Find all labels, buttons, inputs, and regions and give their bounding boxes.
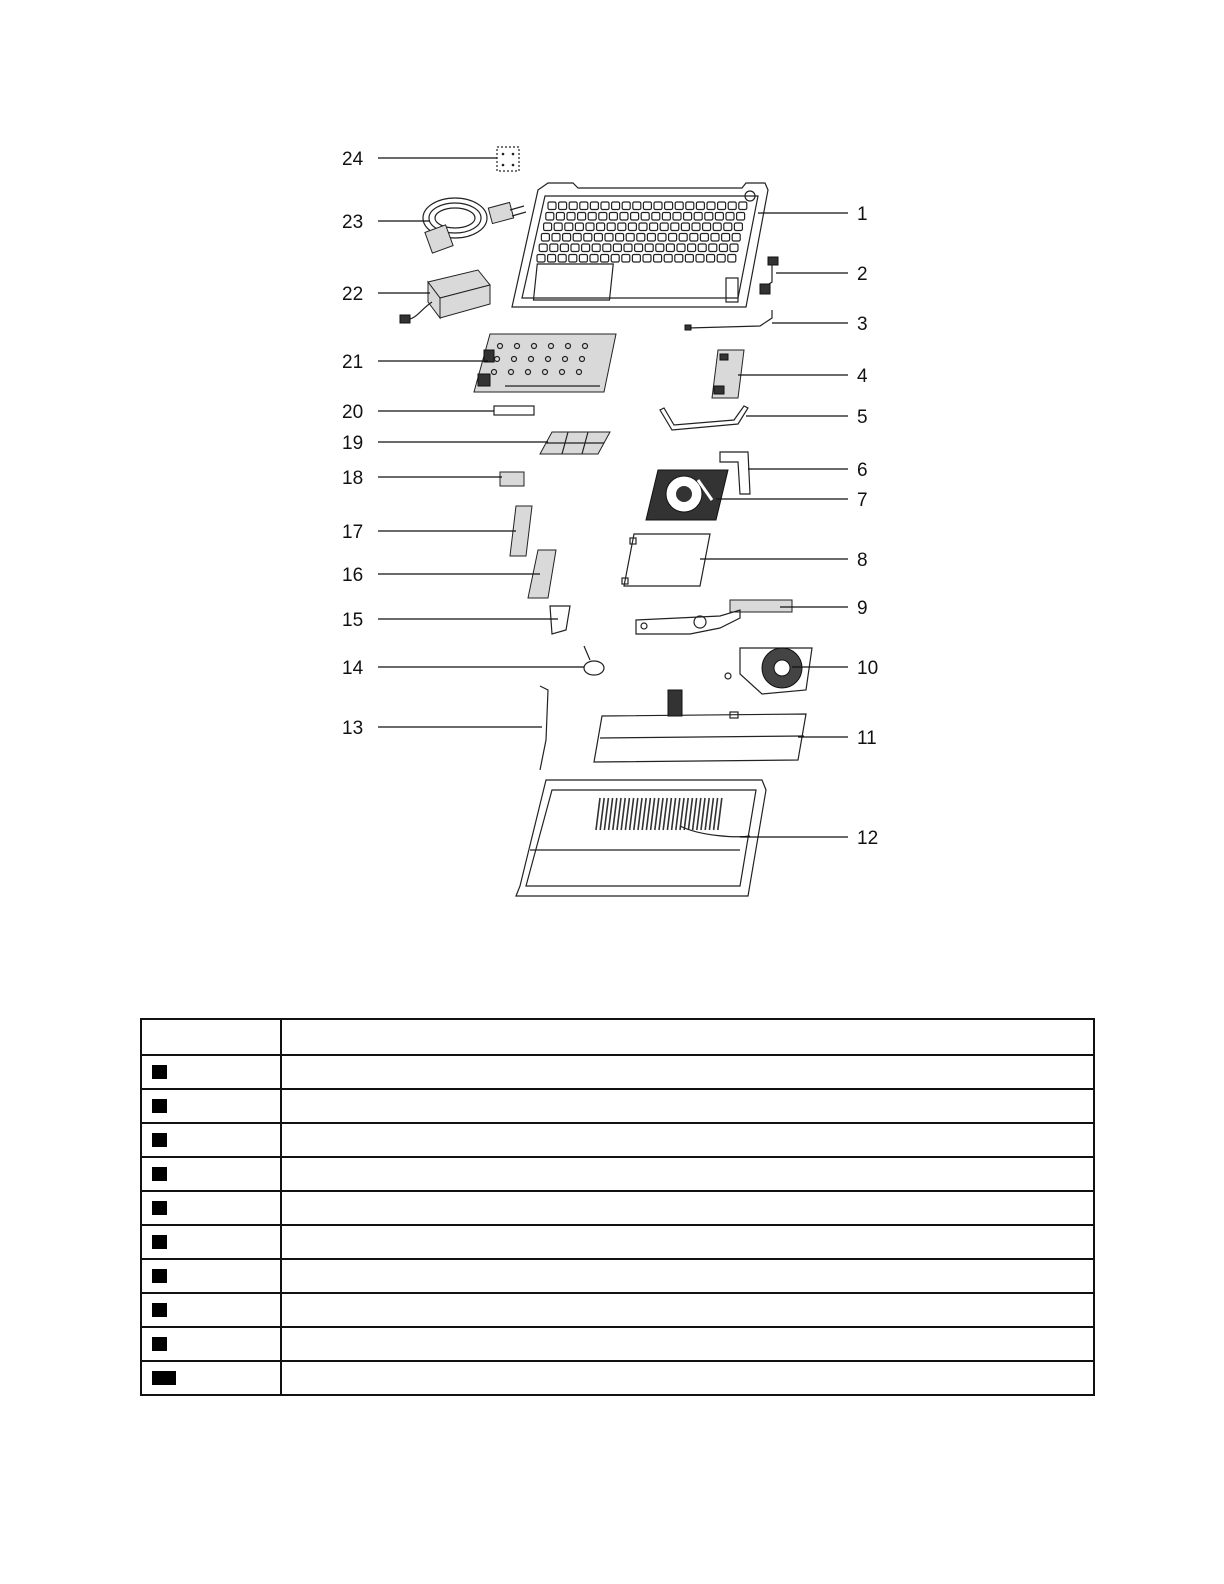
part-coin-battery	[584, 646, 604, 675]
table-cell-description	[281, 1157, 1094, 1191]
table-cell-description	[281, 1191, 1094, 1225]
part-power-button-board	[760, 257, 778, 294]
vent-slot	[617, 798, 621, 830]
callout-label-10: 10	[857, 658, 879, 679]
table-row	[141, 1123, 1094, 1157]
keycap	[724, 223, 732, 231]
keycap	[711, 234, 719, 242]
table-cell-item	[141, 1055, 281, 1089]
callout-label-8: 8	[857, 550, 868, 571]
part-upper-case-keyboard	[512, 183, 768, 307]
keycap	[647, 234, 655, 242]
part-hdd-bracket	[622, 534, 710, 586]
callout-label-11: 11	[857, 728, 877, 749]
callout-label-9: 9	[857, 598, 868, 619]
keycap	[537, 255, 545, 263]
keycap	[541, 234, 549, 242]
vent-slot	[684, 798, 688, 830]
keycap	[698, 244, 706, 252]
keycap	[717, 255, 725, 263]
keycap	[569, 202, 577, 210]
keycap	[696, 202, 704, 210]
callout-label-17: 17	[342, 522, 364, 543]
keycap	[579, 255, 587, 263]
vent-slot	[718, 798, 722, 830]
keycap	[599, 213, 607, 221]
keycap	[567, 213, 575, 221]
table-row	[141, 1225, 1094, 1259]
table-row	[141, 1327, 1094, 1361]
vent-slot	[705, 798, 709, 830]
keycap	[719, 244, 727, 252]
vent-slot	[659, 798, 663, 830]
keycap	[588, 213, 596, 221]
keycap	[686, 202, 694, 210]
table-cell-description	[281, 1259, 1094, 1293]
part-screws	[497, 147, 519, 171]
keycap	[618, 223, 626, 231]
keycap	[732, 234, 740, 242]
keycap	[673, 213, 681, 221]
table-cell-description	[281, 1123, 1094, 1157]
keycap	[626, 234, 634, 242]
keycap	[611, 255, 619, 263]
keycap	[594, 234, 602, 242]
vent-slot	[693, 798, 697, 830]
vent-slot	[709, 798, 713, 830]
callout-label-3: 3	[857, 314, 868, 335]
keycap	[645, 244, 653, 252]
callout-label-2: 2	[857, 264, 868, 285]
keycap	[559, 202, 567, 210]
table-cell-description	[281, 1225, 1094, 1259]
vent-slot	[609, 798, 613, 830]
vent-slot	[655, 798, 659, 830]
vent-slot	[634, 798, 638, 830]
table-cell-description	[281, 1293, 1094, 1327]
keycap	[539, 244, 547, 252]
keycap	[654, 202, 662, 210]
callout-marker	[152, 1235, 167, 1249]
vent-slot	[672, 798, 676, 830]
vent-slot	[625, 798, 629, 830]
keycap	[628, 223, 636, 231]
keycap	[605, 234, 613, 242]
vent-slot	[688, 798, 692, 830]
part-flat-cable-5	[660, 406, 748, 430]
callout-label-7: 7	[857, 490, 868, 511]
table-cell-item	[141, 1293, 281, 1327]
keycap	[652, 213, 660, 221]
keycap	[613, 244, 621, 252]
keycap	[643, 255, 651, 263]
vent-slot	[646, 798, 650, 830]
keycap	[556, 213, 564, 221]
callout-label-23: 23	[342, 212, 364, 233]
callout-marker	[152, 1167, 167, 1181]
keycap	[684, 213, 692, 221]
callout-marker	[152, 1099, 167, 1113]
callout-label-20: 20	[342, 402, 364, 423]
table-cell-description	[281, 1327, 1094, 1361]
table-row	[141, 1361, 1094, 1395]
keycap	[607, 223, 615, 231]
part-battery	[594, 690, 806, 762]
callout-label-4: 4	[857, 366, 868, 387]
keycap	[586, 223, 594, 231]
parts-list-table	[140, 1018, 1095, 1396]
callout-label-24: 24	[342, 149, 364, 170]
table-row	[141, 1089, 1094, 1123]
keycap	[603, 244, 611, 252]
vent-slot	[676, 798, 680, 830]
callout-label-18: 18	[342, 468, 364, 489]
vent-slot	[604, 798, 608, 830]
keycap	[703, 223, 711, 231]
vent-slot	[600, 798, 604, 830]
keycap	[573, 234, 581, 242]
keycap	[637, 234, 645, 242]
vent-slot	[642, 798, 646, 830]
keycap	[550, 244, 558, 252]
keycap	[665, 202, 673, 210]
table-cell-description	[281, 1089, 1094, 1123]
table-cell-item	[141, 1089, 281, 1123]
part-cable-3	[685, 310, 772, 330]
callout-label-6: 6	[857, 460, 868, 481]
keycap	[569, 255, 577, 263]
keycap	[622, 255, 630, 263]
keycap	[639, 223, 647, 231]
keycap	[624, 244, 632, 252]
part-chip-18	[500, 472, 524, 486]
table-cell-item	[141, 1259, 281, 1293]
table-row	[141, 1191, 1094, 1225]
keycap	[571, 244, 579, 252]
keycap	[633, 202, 641, 210]
vent-slot	[701, 798, 705, 830]
keycap	[694, 213, 702, 221]
vent-slot	[680, 798, 684, 830]
keycap	[548, 202, 556, 210]
vent-slot	[596, 798, 600, 830]
part-hard-disk-drive	[646, 470, 728, 520]
keycap	[601, 202, 609, 210]
part-bracket-15	[550, 606, 570, 634]
table-header-cell	[141, 1019, 281, 1055]
vent-slot	[667, 798, 671, 830]
keycap	[601, 255, 609, 263]
keycap	[660, 223, 668, 231]
part-system-board	[474, 334, 616, 392]
callout-marker	[152, 1371, 176, 1385]
callout-label-12: 12	[857, 828, 879, 849]
keycap	[700, 234, 708, 242]
keycap	[726, 213, 734, 221]
vent-slot	[613, 798, 617, 830]
keycap	[650, 223, 658, 231]
keycap	[718, 202, 726, 210]
part-power-cord	[423, 198, 526, 253]
table-cell-description	[281, 1361, 1094, 1395]
callout-marker	[152, 1133, 167, 1147]
table-header-row	[141, 1019, 1094, 1055]
vent-slot	[714, 798, 718, 830]
vent-slot	[621, 798, 625, 830]
keycap	[616, 234, 624, 242]
callout-group	[342, 149, 878, 849]
keycap	[728, 255, 736, 263]
callout-marker	[152, 1303, 167, 1317]
keycap	[622, 202, 630, 210]
keycap	[654, 255, 662, 263]
callout-marker	[152, 1337, 167, 1351]
keycap	[578, 213, 586, 221]
keycap	[707, 202, 715, 210]
keycap	[635, 244, 643, 252]
keycap	[558, 255, 566, 263]
keycap	[554, 223, 562, 231]
callout-label-16: 16	[342, 565, 364, 586]
keycap	[737, 213, 745, 221]
keycap	[546, 213, 554, 221]
keycap	[631, 213, 639, 221]
part-memory-module	[540, 432, 610, 454]
keycap	[612, 202, 620, 210]
callout-label-5: 5	[857, 407, 868, 428]
keycap	[739, 202, 747, 210]
keycap	[675, 202, 683, 210]
part-cable-13	[540, 686, 548, 770]
keycap	[675, 255, 683, 263]
keycap	[656, 244, 664, 252]
callout-label-15: 15	[342, 610, 364, 631]
keycap	[692, 223, 700, 231]
table-cell-item	[141, 1123, 281, 1157]
keycap	[590, 255, 598, 263]
vent-slot	[638, 798, 642, 830]
keycap	[685, 255, 693, 263]
part-bottom-case	[516, 780, 766, 896]
callout-label-22: 22	[342, 284, 364, 305]
keycap	[563, 234, 571, 242]
keycap	[632, 255, 640, 263]
keycap	[575, 223, 583, 231]
keycap	[584, 234, 592, 242]
keycap	[560, 244, 568, 252]
table-cell-item	[141, 1157, 281, 1191]
keycap	[658, 234, 666, 242]
keycap	[620, 213, 628, 221]
keycap	[681, 223, 689, 231]
table-cell-item	[141, 1191, 281, 1225]
keycap	[722, 234, 730, 242]
part-thermal-module	[636, 600, 792, 634]
keycap	[734, 223, 742, 231]
keycap	[715, 213, 723, 221]
callout-marker	[152, 1065, 167, 1079]
keycap	[552, 234, 560, 242]
keycap	[677, 244, 685, 252]
vent-slot	[697, 798, 701, 830]
keycap	[730, 244, 738, 252]
table-cell-item	[141, 1225, 281, 1259]
callout-label-19: 19	[342, 433, 364, 454]
callout-marker	[152, 1269, 167, 1283]
keycap	[707, 255, 715, 263]
keycap	[705, 213, 713, 221]
table-cell-description	[281, 1055, 1094, 1089]
part-fan	[725, 648, 812, 694]
vent-slot	[630, 798, 634, 830]
table-row	[141, 1259, 1094, 1293]
callout-label-21: 21	[342, 352, 364, 373]
keycap	[728, 202, 736, 210]
keycap	[713, 223, 721, 231]
table-cell-item	[141, 1327, 281, 1361]
keycap	[688, 244, 696, 252]
keycap	[641, 213, 649, 221]
keycap	[664, 255, 672, 263]
keycap	[709, 244, 717, 252]
callout-label-14: 14	[342, 658, 364, 679]
keycap	[690, 234, 698, 242]
keycap	[666, 244, 674, 252]
vent-slot	[651, 798, 655, 830]
keycap	[696, 255, 704, 263]
keycap	[592, 244, 600, 252]
keycap	[565, 223, 573, 231]
keycap	[643, 202, 651, 210]
part-io-board	[712, 350, 744, 398]
keycap	[662, 213, 670, 221]
table-header-cell	[281, 1019, 1094, 1055]
callout-label-1: 1	[857, 204, 868, 225]
part-ac-adapter	[400, 270, 490, 323]
table-row	[141, 1055, 1094, 1089]
callout-marker	[152, 1201, 167, 1215]
table-body	[141, 1055, 1094, 1395]
part-label-20	[494, 406, 534, 415]
keycap	[597, 223, 605, 231]
keycap	[671, 223, 679, 231]
keycap	[590, 202, 598, 210]
keycap	[580, 202, 588, 210]
table-cell-item	[141, 1361, 281, 1395]
keycap	[609, 213, 617, 221]
table-row	[141, 1293, 1094, 1327]
keycap	[544, 223, 552, 231]
vent-slot	[663, 798, 667, 830]
keycap	[582, 244, 590, 252]
table-row	[141, 1157, 1094, 1191]
keycap	[548, 255, 556, 263]
keycap	[679, 234, 687, 242]
keycap	[669, 234, 677, 242]
callout-label-13: 13	[342, 718, 364, 739]
